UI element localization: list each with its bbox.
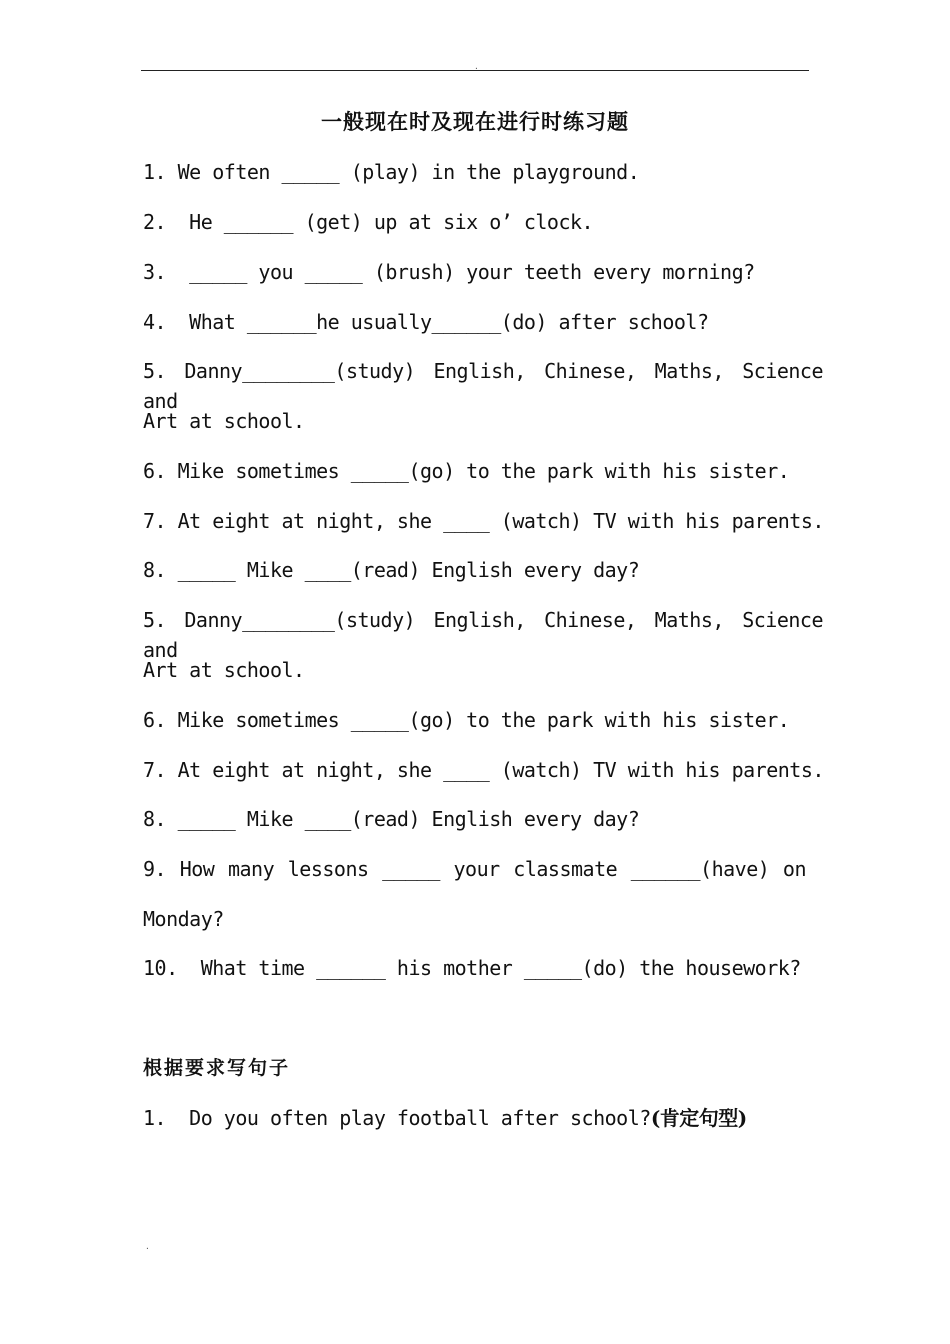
rewrite-item-note: (肯定句型): [650, 1106, 747, 1130]
exercise-line: Monday?: [143, 907, 224, 931]
exercise-line: Art at school.: [143, 409, 305, 433]
exercise-line: 5. Danny________(study) English, Chinese, Maths, Science and: [143, 359, 823, 413]
exercise-line: 8. _____ Mike ____(read) English every day?: [143, 807, 640, 831]
rewrite-item: [143, 1103, 823, 1133]
exercise-line: 1. We often _____ (play) in the playground.: [143, 160, 640, 184]
exercise-line: 5. Danny________(study) English, Chinese, Maths, Science and: [143, 608, 823, 662]
exercise-line: 10. What time ______ his mother _____(do) the housework?: [143, 956, 801, 980]
section-heading: 根据要求写句子: [143, 1057, 291, 1079]
exercise-line: Art at school.: [143, 658, 305, 682]
exercise-line: 7. At eight at night, she ____ (watch) TV with his parents.: [143, 509, 824, 533]
exercise-line: 8. _____ Mike ____(read) English every day?: [143, 558, 640, 582]
header-dot: .: [474, 62, 479, 71]
exercise-line: 7. At eight at night, she ____ (watch) TV with his parents.: [143, 758, 824, 782]
exercise-line: 2. He ______ (get) up at six o’ clock.: [143, 210, 594, 234]
exercise-line: 3. _____ you _____ (brush) your teeth every morning?: [143, 260, 755, 284]
rewrite-item-text: 1. Do you often play football after school?: [143, 1106, 651, 1130]
footer-dot: .: [145, 1242, 150, 1251]
exercise-line: 9. How many lessons _____ your classmate ______(have) on: [143, 857, 806, 881]
page-title: 一般现在时及现在进行时练习题: [321, 109, 629, 134]
exercise-line: 6. Mike sometimes _____(go) to the park with his sister.: [143, 459, 790, 483]
exercise-line: 6. Mike sometimes _____(go) to the park with his sister.: [143, 708, 790, 732]
exercise-line: 4. What ______he usually______(do) after school?: [143, 310, 709, 334]
